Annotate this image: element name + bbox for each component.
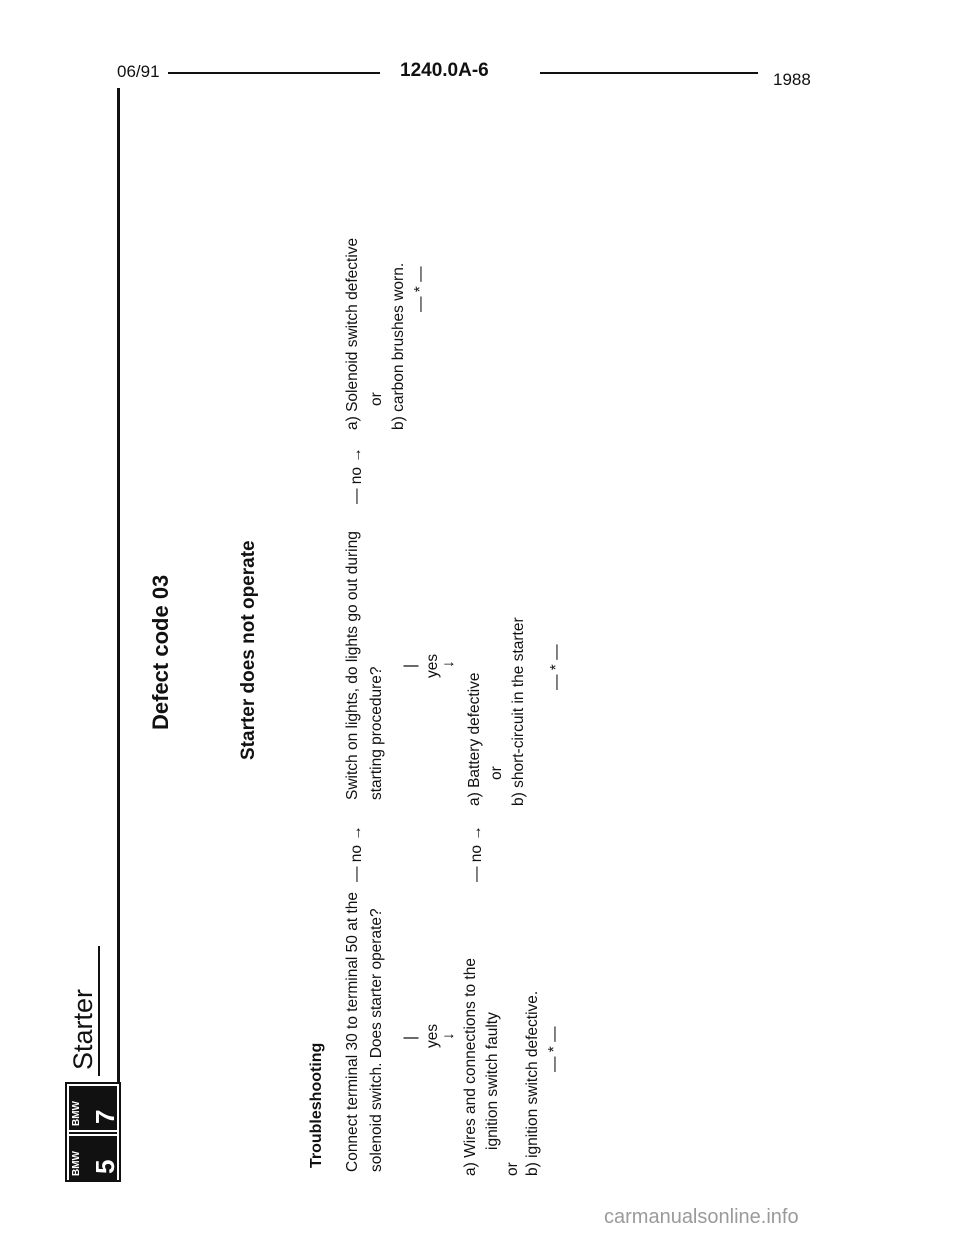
logo-series-left: 5	[90, 1159, 120, 1174]
footer-watermark: carmanualsonline.info	[604, 1206, 799, 1228]
step2-result-b-line1: b) carbon brushes worn.	[390, 262, 407, 430]
logo-series-right: 7	[90, 1109, 120, 1124]
step1-question-line2: solenoid switch. Does starter operate?	[368, 908, 385, 1172]
step2-question-line1: Switch on lights, do lights go out during	[344, 531, 361, 800]
logo-divider	[69, 1132, 117, 1134]
step2-yes-bar: |	[402, 663, 419, 668]
step3-result-b-line1: b) short-circuit in the starter	[510, 617, 527, 806]
logo-brand-top: BMW	[71, 1101, 82, 1126]
page-subtitle: Starter does not operate	[238, 540, 259, 760]
logo-cell-top	[69, 1086, 120, 1130]
step1-question-line1: Connect terminal 30 to terminal 50 at the	[344, 891, 361, 1172]
step1-result-or: or	[504, 1162, 521, 1176]
step3-result-or: or	[488, 766, 505, 780]
step3-result-end: — * —	[548, 644, 565, 690]
step1-down-arrow: ↓	[440, 1032, 457, 1040]
step1-yes-bar: |	[402, 1035, 419, 1040]
step1-result-a-line1: a) Wires and connections to the	[462, 958, 479, 1176]
step2-question-line2: starting procedure?	[368, 666, 385, 800]
step1-result-a-line2: ignition switch faulty	[484, 1012, 501, 1150]
left-margin-rule	[117, 88, 120, 1088]
header-rule-right	[540, 72, 758, 74]
section-title: Starter	[68, 988, 98, 1070]
header-page-number: 1240.0A-6	[400, 60, 489, 81]
header-date: 06/91	[117, 62, 160, 81]
section-title-rule	[98, 946, 100, 1076]
step1-result-end: — * —	[546, 1026, 563, 1072]
step1-no-arrow: — no →	[348, 825, 365, 882]
step2-result-or: or	[368, 392, 385, 406]
step2-result-end: — * —	[412, 266, 429, 312]
bmw-series-logo	[65, 1082, 121, 1182]
troubleshooting-heading: Troubleshooting	[308, 1042, 325, 1168]
step2-yes-label: yes	[424, 653, 441, 678]
step3-no-arrow: — no →	[468, 825, 485, 882]
step2-result-a-line1: a) Solenoid switch defective	[344, 237, 361, 430]
step2-down-arrow: ↓	[440, 660, 457, 668]
header-model-year: 1988	[773, 70, 811, 89]
step2-no-arrow: — no →	[348, 447, 365, 504]
logo-brand-bottom: BMW	[71, 1151, 82, 1176]
logo-cell-bottom	[69, 1136, 120, 1180]
step3-result-a-line1: a) Battery defective	[466, 672, 483, 806]
step1-yes-label: yes	[424, 1023, 441, 1048]
header-rule-left	[168, 72, 380, 74]
page-title: Defect code 03	[148, 574, 173, 730]
step1-result-b-line1: b) ignition switch defective.	[524, 990, 541, 1176]
